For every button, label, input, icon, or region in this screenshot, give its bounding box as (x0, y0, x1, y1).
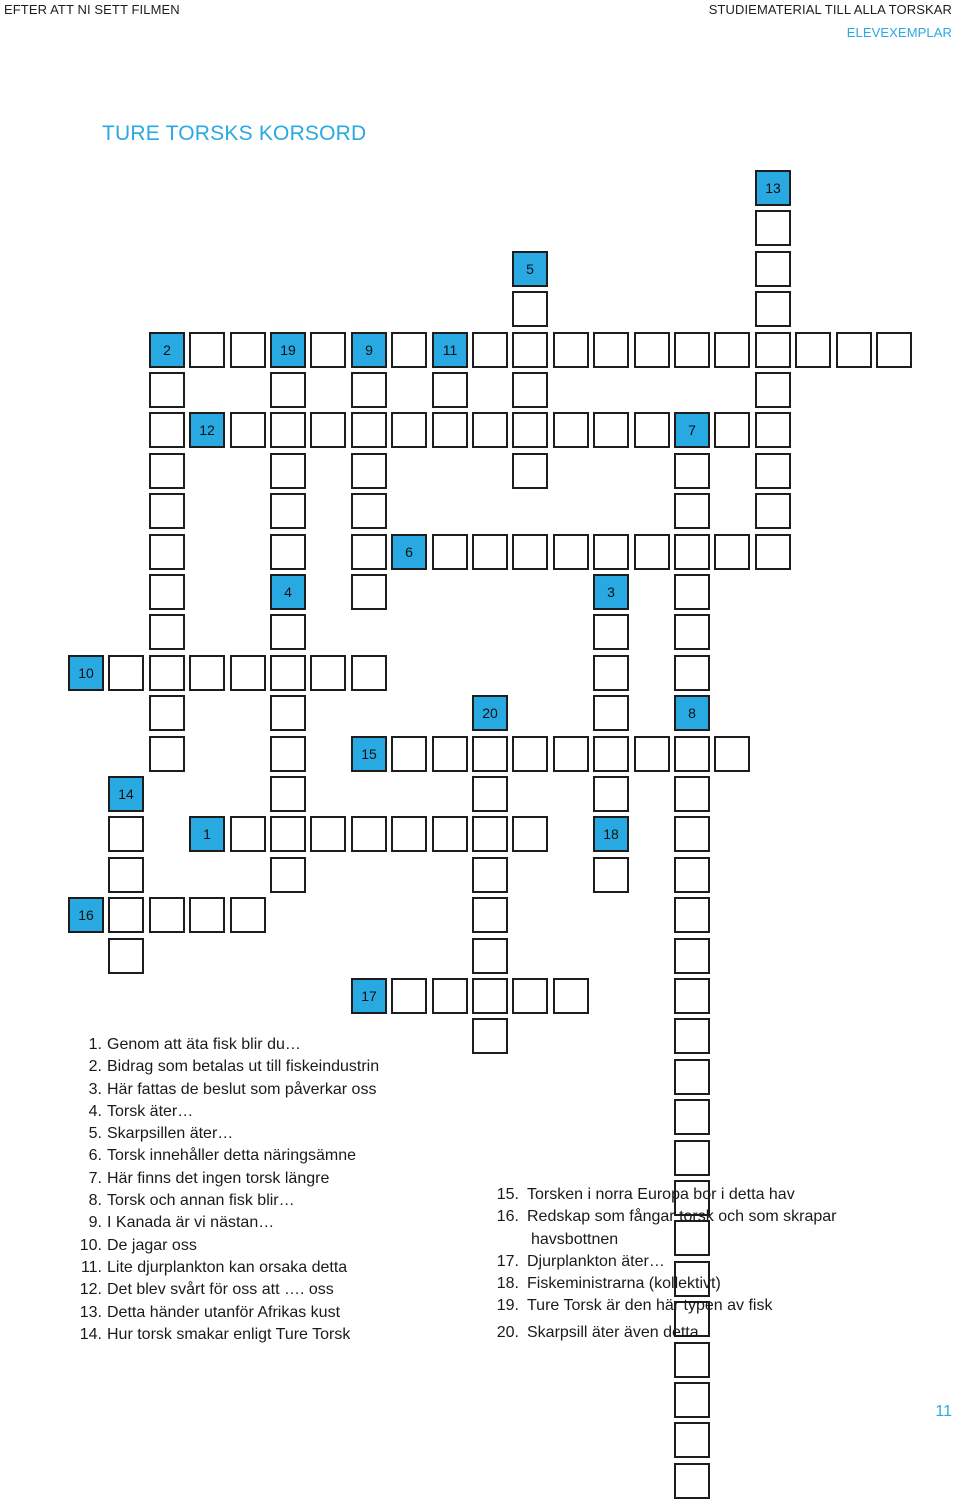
answer-cell[interactable] (189, 332, 225, 368)
answer-cell[interactable] (270, 372, 306, 408)
answer-cell[interactable] (755, 332, 791, 368)
answer-cell[interactable] (593, 332, 629, 368)
clue-number-cell: 2 (149, 332, 185, 368)
answer-cell[interactable] (593, 655, 629, 691)
answer-cell[interactable] (472, 938, 508, 974)
clue-item: 2. Bidrag som betalas ut till fiskeindustrin (88, 1058, 380, 1076)
answer-cell[interactable] (270, 655, 306, 691)
answer-cell[interactable] (230, 897, 266, 933)
answer-cell[interactable] (472, 978, 508, 1014)
answer-cell[interactable] (714, 736, 750, 772)
answer-cell[interactable] (270, 453, 306, 489)
answer-cell[interactable] (634, 332, 670, 368)
answer-cell[interactable] (795, 332, 831, 368)
answer-cell[interactable] (674, 1018, 710, 1054)
answer-cell[interactable] (755, 534, 791, 570)
answer-cell[interactable] (310, 412, 346, 448)
answer-cell[interactable] (270, 534, 306, 570)
page-title: TURE TORSKS KORSORD (102, 122, 367, 145)
clue-item: 7. Här finns det ingen torsk längre (88, 1169, 330, 1187)
answer-cell[interactable] (593, 857, 629, 893)
answer-cell[interactable] (512, 978, 548, 1014)
answer-cell[interactable] (512, 291, 548, 327)
clue-number-cell: 4 (270, 574, 306, 610)
answer-cell[interactable] (189, 897, 225, 933)
answer-cell[interactable] (270, 736, 306, 772)
clue-item: 5. Skarpsillen äter… (88, 1125, 234, 1143)
answer-cell[interactable] (270, 412, 306, 448)
clue-item: 20. Skarpsill äter även detta (496, 1323, 699, 1341)
answer-cell[interactable] (391, 736, 427, 772)
clue-number-cell: 15 (351, 736, 387, 772)
answer-cell[interactable] (351, 655, 387, 691)
answer-cell[interactable] (149, 897, 185, 933)
clue-item: 11. Lite djurplankton kan orsaka detta (80, 1258, 348, 1276)
answer-cell[interactable] (674, 938, 710, 974)
header-left: EFTER ATT NI SETT FILMEN (4, 2, 180, 17)
clue-item: 12. Det blev svårt för oss att …. oss (79, 1281, 334, 1299)
answer-cell[interactable] (472, 332, 508, 368)
clue-item: 9. I Kanada är vi nästan… (88, 1214, 275, 1232)
answer-cell[interactable] (149, 453, 185, 489)
answer-cell[interactable] (512, 332, 548, 368)
clue-number-cell: 10 (68, 655, 104, 691)
answer-cell[interactable] (432, 534, 468, 570)
answer-cell[interactable] (593, 614, 629, 650)
answer-cell[interactable] (432, 372, 468, 408)
answer-cell[interactable] (512, 372, 548, 408)
clue-item: 8. Torsk och annan fisk blir… (88, 1192, 295, 1210)
answer-cell[interactable] (270, 614, 306, 650)
answer-cell[interactable] (674, 736, 710, 772)
answer-cell[interactable] (674, 816, 710, 852)
answer-cell[interactable] (472, 412, 508, 448)
clue-number-cell: 7 (674, 412, 710, 448)
clue-number-cell: 11 (432, 332, 468, 368)
answer-cell[interactable] (149, 736, 185, 772)
answer-cell[interactable] (149, 695, 185, 731)
answer-cell[interactable] (755, 210, 791, 246)
answer-cell[interactable] (755, 412, 791, 448)
answer-cell[interactable] (149, 655, 185, 691)
clue-number-cell: 5 (512, 251, 548, 287)
answer-cell[interactable] (674, 1140, 710, 1176)
answer-cell[interactable] (512, 453, 548, 489)
clue-number-cell: 1 (189, 816, 225, 852)
answer-cell[interactable] (391, 412, 427, 448)
answer-cell[interactable] (432, 978, 468, 1014)
answer-cell[interactable] (512, 534, 548, 570)
answer-cell[interactable] (593, 736, 629, 772)
answer-cell[interactable] (472, 776, 508, 812)
clue-list-right (464, 1184, 844, 1344)
clue-item: 13. Detta händer utanför Afrikas kust (79, 1303, 341, 1321)
clue-number-cell: 20 (472, 695, 508, 731)
answer-cell[interactable] (553, 412, 589, 448)
answer-cell[interactable] (755, 372, 791, 408)
clue-item: 19. Ture Torsk är den här typen av fisk (496, 1297, 773, 1315)
answer-cell[interactable] (593, 776, 629, 812)
clue-number-cell: 19 (270, 332, 306, 368)
answer-cell[interactable] (553, 332, 589, 368)
clue-item: 6. Torsk innehåller detta näringsämne (88, 1147, 357, 1165)
answer-cell[interactable] (593, 534, 629, 570)
clue-item: 17. Djurplankton äter… (496, 1252, 665, 1270)
answer-cell[interactable] (553, 736, 589, 772)
answer-cell[interactable] (149, 412, 185, 448)
answer-cell[interactable] (593, 695, 629, 731)
answer-cell[interactable] (351, 534, 387, 570)
answer-cell[interactable] (108, 857, 144, 893)
answer-cell[interactable] (108, 655, 144, 691)
answer-cell[interactable] (634, 534, 670, 570)
answer-cell[interactable] (553, 534, 589, 570)
clue-item: 10. De jagar oss (79, 1236, 197, 1254)
answer-cell[interactable] (108, 938, 144, 974)
answer-cell[interactable] (351, 493, 387, 529)
clue-item: 15. Torsken i norra Europa bor i detta hav (496, 1186, 795, 1203)
answer-cell[interactable] (674, 1059, 710, 1095)
answer-cell[interactable] (674, 1382, 710, 1418)
answer-cell[interactable] (149, 614, 185, 650)
answer-cell[interactable] (634, 412, 670, 448)
answer-cell[interactable] (432, 412, 468, 448)
answer-cell[interactable] (230, 412, 266, 448)
clue-number-cell: 12 (189, 412, 225, 448)
clue-item: 16. Redskap som fångar torsk och som skrapar havsbottnen (496, 1208, 837, 1248)
clue-number-cell: 13 (755, 170, 791, 206)
clue-number-cell: 9 (351, 332, 387, 368)
answer-cell[interactable] (674, 857, 710, 893)
answer-cell[interactable] (674, 453, 710, 489)
answer-cell[interactable] (351, 816, 387, 852)
answer-cell[interactable] (351, 412, 387, 448)
answer-cell[interactable] (230, 332, 266, 368)
answer-cell[interactable] (310, 332, 346, 368)
answer-cell[interactable] (472, 736, 508, 772)
page-number: 11 (935, 1403, 952, 1420)
clue-item: 3. Här fattas de beslut som påverkar oss (88, 1080, 377, 1098)
answer-cell[interactable] (310, 655, 346, 691)
answer-cell[interactable] (674, 534, 710, 570)
answer-cell[interactable] (755, 251, 791, 287)
clue-number-cell: 18 (593, 816, 629, 852)
answer-cell[interactable] (351, 372, 387, 408)
answer-cell[interactable] (149, 534, 185, 570)
answer-cell[interactable] (472, 857, 508, 893)
answer-cell[interactable] (674, 574, 710, 610)
answer-cell[interactable] (472, 816, 508, 852)
clue-number-cell: 8 (674, 695, 710, 731)
answer-cell[interactable] (351, 574, 387, 610)
clue-number-cell: 17 (351, 978, 387, 1014)
answer-cell[interactable] (755, 291, 791, 327)
answer-cell[interactable] (149, 574, 185, 610)
clue-number-cell: 16 (68, 897, 104, 933)
answer-cell[interactable] (755, 493, 791, 529)
answer-cell[interactable] (674, 1342, 710, 1378)
answer-cell[interactable] (270, 857, 306, 893)
answer-cell[interactable] (714, 412, 750, 448)
clue-item: 4. Torsk äter… (88, 1102, 194, 1120)
clue-number-cell: 6 (391, 534, 427, 570)
answer-cell[interactable] (674, 776, 710, 812)
clue-item: 18. Fiskeministrarna (kollektivt) (496, 1275, 721, 1293)
answer-cell[interactable] (634, 736, 670, 772)
answer-cell[interactable] (674, 897, 710, 933)
answer-cell[interactable] (674, 332, 710, 368)
answer-cell[interactable] (674, 1422, 710, 1458)
clue-item: 14. Hur torsk smakar enligt Ture Torsk (79, 1325, 351, 1343)
answer-cell[interactable] (149, 372, 185, 408)
answer-cell[interactable] (674, 1463, 710, 1499)
header-right: STUDIEMATERIAL TILL ALLA TORSKAR (708, 2, 952, 17)
answer-cell[interactable] (836, 332, 872, 368)
answer-cell[interactable] (270, 776, 306, 812)
clue-item: 1. Genom att äta fisk blir du… (88, 1036, 301, 1053)
answer-cell[interactable] (714, 332, 750, 368)
answer-cell[interactable] (230, 655, 266, 691)
answer-cell[interactable] (351, 453, 387, 489)
answer-cell[interactable] (310, 816, 346, 852)
answer-cell[interactable] (270, 816, 306, 852)
answer-cell[interactable] (391, 816, 427, 852)
answer-cell[interactable] (674, 978, 710, 1014)
answer-cell[interactable] (472, 534, 508, 570)
answer-cell[interactable] (714, 534, 750, 570)
answer-cell[interactable] (512, 816, 548, 852)
answer-cell[interactable] (472, 1018, 508, 1054)
answer-cell[interactable] (108, 816, 144, 852)
answer-cell[interactable] (391, 978, 427, 1014)
answer-cell[interactable] (108, 897, 144, 933)
header-right-sub: ELEVEXEMPLAR (846, 25, 952, 40)
answer-cell[interactable] (472, 897, 508, 933)
answer-cell[interactable] (512, 412, 548, 448)
answer-cell[interactable] (149, 493, 185, 529)
clue-number-cell: 3 (593, 574, 629, 610)
answer-cell[interactable] (876, 332, 912, 368)
answer-cell[interactable] (189, 655, 225, 691)
answer-cell[interactable] (270, 695, 306, 731)
clue-number-cell: 14 (108, 776, 144, 812)
answer-cell[interactable] (674, 655, 710, 691)
answer-cell[interactable] (432, 736, 468, 772)
answer-cell[interactable] (391, 332, 427, 368)
answer-cell[interactable] (553, 978, 589, 1014)
answer-cell[interactable] (432, 816, 468, 852)
answer-cell[interactable] (755, 453, 791, 489)
answer-cell[interactable] (512, 736, 548, 772)
answer-cell[interactable] (674, 493, 710, 529)
answer-cell[interactable] (674, 614, 710, 650)
answer-cell[interactable] (674, 1099, 710, 1135)
clue-list-left (70, 1034, 379, 1346)
answer-cell[interactable] (270, 493, 306, 529)
answer-cell[interactable] (230, 816, 266, 852)
answer-cell[interactable] (593, 412, 629, 448)
